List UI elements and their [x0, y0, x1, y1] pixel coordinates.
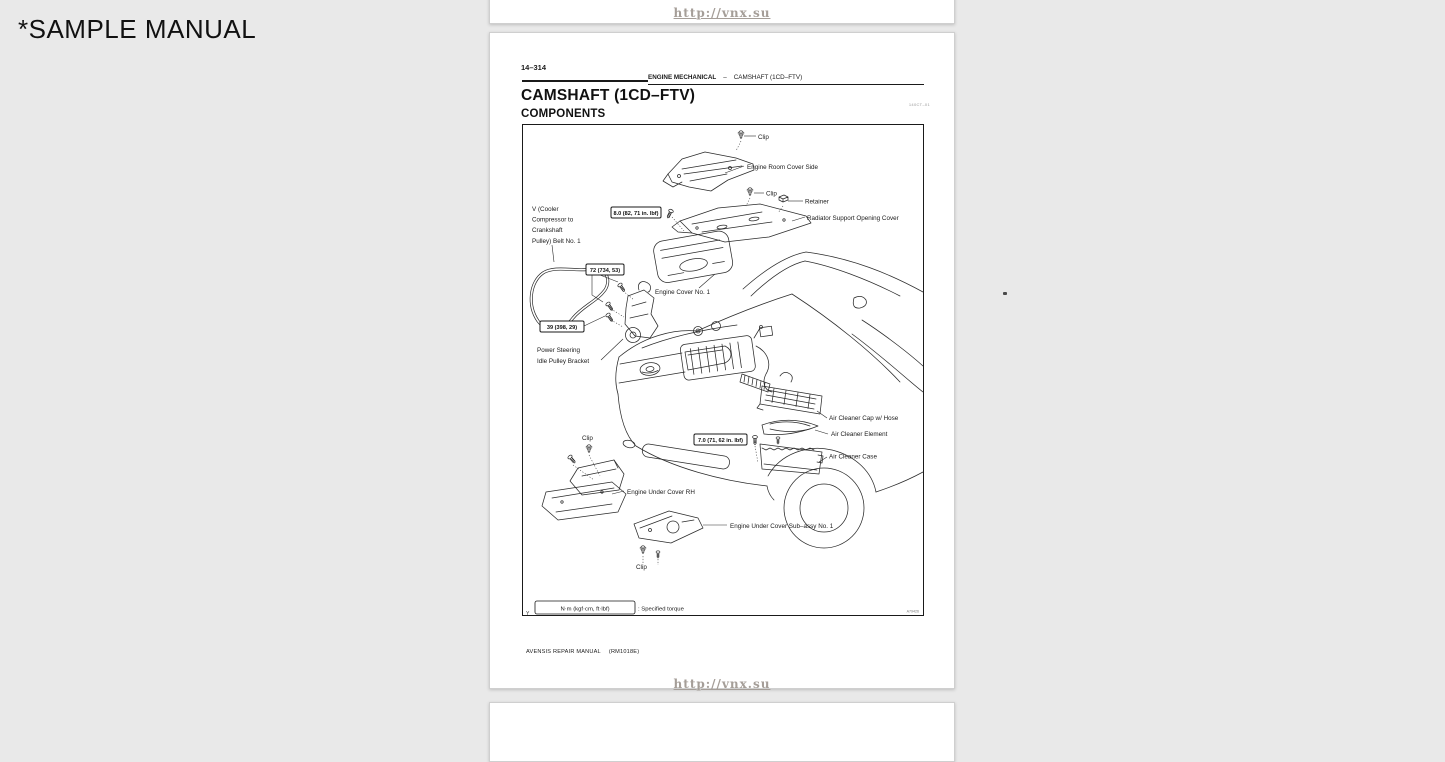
label-under-cover-rh: Engine Under Cover RH [627, 489, 695, 496]
page-subtitle: COMPONENTS [521, 108, 606, 120]
components-exploded-figure [522, 124, 924, 616]
torque-spec-72: 72 (734, 53) [589, 267, 621, 274]
running-header [648, 74, 802, 81]
previous-page-partial [489, 0, 955, 24]
label-power-steering-line1: Power Steering [537, 347, 581, 354]
label-vbelt-line3: Crankshaft [532, 227, 563, 234]
power-steering-bracket-part [625, 282, 658, 343]
figure-line-art [531, 131, 923, 558]
engine-block-drawing [680, 322, 773, 393]
torque-legend [526, 601, 919, 616]
label-clip-mid: Clip [766, 190, 777, 198]
footer-manual-code: (RM1018E) [608, 649, 640, 655]
label-radiator-support: Radiator Support Opening Cover [807, 215, 899, 222]
header-rule-right [648, 84, 924, 85]
label-air-cleaner-element: Air Cleaner Element [831, 431, 888, 438]
label-clip-left: Clip [582, 435, 593, 442]
engine-under-cover-rh-part [542, 460, 626, 520]
torque-spec-8: 8.0 (82, 71 in. lbf) [613, 210, 659, 217]
sample-manual-label: *SAMPLE MANUAL [18, 14, 257, 44]
watermark-url-bottom: http://vnx.su [673, 677, 771, 691]
label-air-cleaner-cap: Air Cleaner Cap w/ Hose [829, 415, 899, 422]
revision-code: 140CT–01 [908, 102, 930, 107]
label-air-cleaner-case: Air Cleaner Case [829, 453, 877, 461]
running-header-topic: CAMSHAFT (1CD–FTV) [733, 74, 803, 81]
label-clip-bottom: Clip [636, 564, 647, 571]
page-number: 14–314 [521, 63, 547, 72]
retainer-part [779, 195, 788, 202]
running-header-section: ENGINE MECHANICAL [648, 74, 717, 81]
label-vbelt-line2: Compressor to [532, 216, 574, 224]
label-power-steering-line2: Idle Pulley Bracket [537, 358, 590, 365]
footer-manual-name: AVENSIS REPAIR MANUAL [526, 649, 601, 655]
air-cleaner-element-part [762, 420, 818, 434]
legend-corner-mark: Y [526, 611, 530, 616]
torque-spec-7: 7.0 (71, 62 in. lbf) [697, 437, 744, 444]
label-vbelt-line1: V (Cooler [532, 206, 559, 213]
legend-unit: N·m (kgf·cm, ft·lbf) [560, 606, 610, 613]
label-retainer: Retainer [805, 198, 829, 206]
running-header-dash: – [723, 74, 727, 81]
engine-cover-no1-part [652, 230, 734, 285]
air-cleaner-cap-part [740, 372, 822, 414]
manual-page [489, 32, 955, 689]
figure-code: A79426 [906, 609, 919, 614]
page-title: CAMSHAFT (1CD–FTV) [521, 87, 696, 104]
label-engine-cover-no1: Engine Cover No. 1 [655, 289, 710, 296]
label-engine-room-cover-side: Engine Room Cover Side [747, 164, 819, 171]
legend-description: : Specified torque [638, 606, 684, 613]
stray-speck [1003, 292, 1007, 295]
label-vbelt-line4: Pulley) Belt No. 1 [532, 238, 581, 245]
engine-under-cover-subassy-part [634, 511, 703, 543]
engine-room-cover-side-part [663, 152, 754, 191]
figure-border [523, 125, 924, 616]
radiator-support-cover-part [672, 204, 811, 242]
car-body-drawing [616, 252, 923, 548]
label-clip-top: Clip [758, 134, 769, 141]
page-footer [526, 649, 639, 655]
torque-spec-39: 39 (398, 29) [546, 324, 578, 331]
header-rule-left [522, 80, 648, 82]
watermark-url-top: http://vnx.su [673, 6, 771, 20]
next-page-partial [489, 702, 955, 762]
label-under-cover-subassy: Engine Under Cover Sub–assy No. 1 [730, 523, 834, 530]
